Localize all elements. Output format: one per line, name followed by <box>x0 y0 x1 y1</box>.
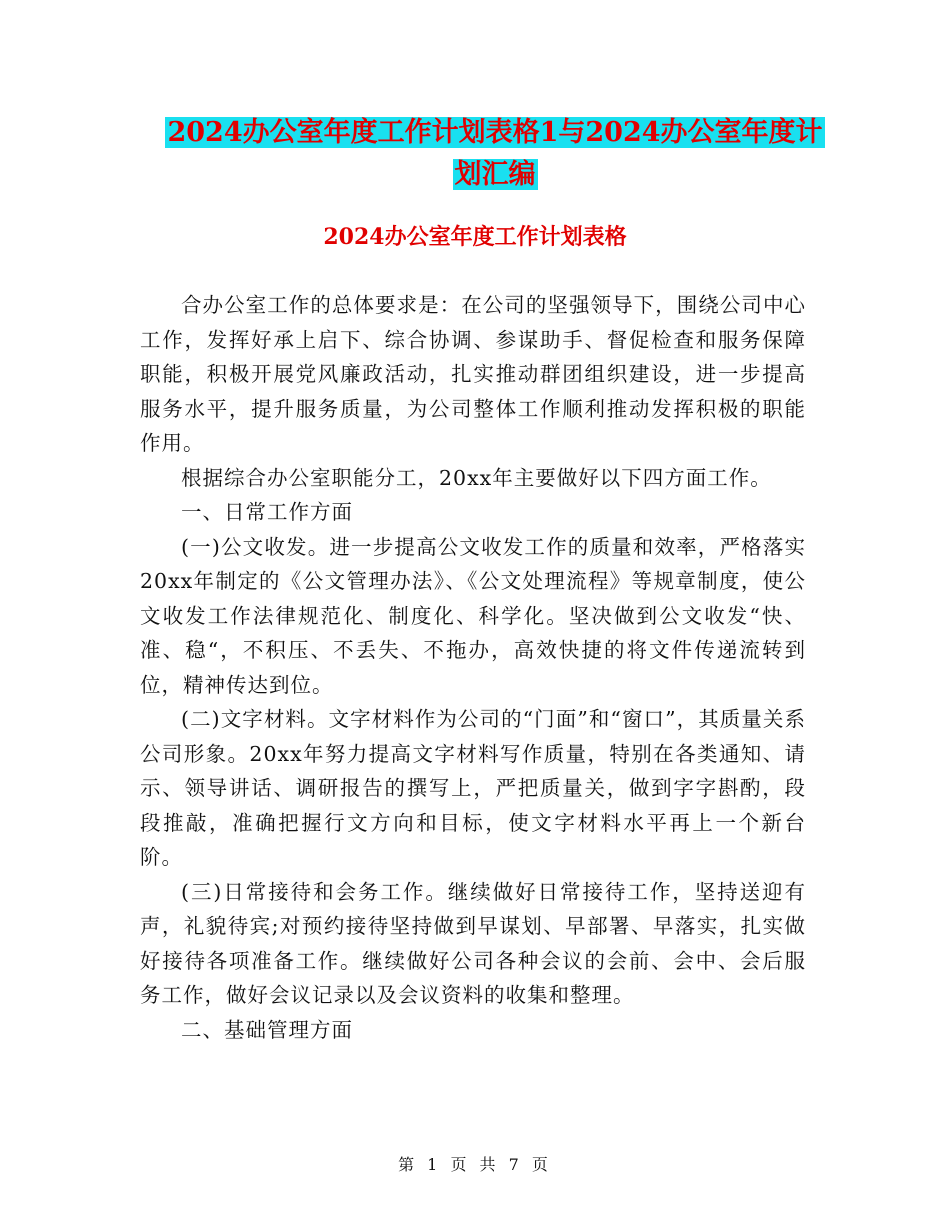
paragraph-document-handling: (一)公文收发。进一步提高公文收发工作的质量和效率，严格落实20xx年制定的《公文管理办法》、《公文处理流程》等规章制度，使公文收发工作法律规范化、制度化、科学化。坚决做到公文收发“快、准、稳“，不积压、不丢失、不拖办，高效快捷的将文件传递流转到位，精神传达到位。 <box>140 534 806 697</box>
document-title-text-2: 划汇编 <box>454 159 536 190</box>
document-body <box>140 288 806 1047</box>
paragraph-intro: 根据综合办公室职能分工，20xx年主要做好以下四方面工作。 <box>181 465 772 490</box>
document-title-text-1: 2024办公室年度工作计划表格1与2024办公室年度计 <box>167 117 823 148</box>
paragraph-written-materials: (二)文字材料。文字材料作为公司的“门面”和“窗口”，其质量关系公司形象。20xx年努力提高文字材料写作质量，特别在各类通知、请示、领导讲话、调研报告的撰写上，严把质量关，做到字字斟酌，段段推敲，准确把握行文方向和目标，使文字材料水平再上一个新台阶。 <box>140 707 806 869</box>
document-title-line-2 <box>140 150 850 200</box>
section-heading: 2024办公室年度工作计划表格 <box>323 224 627 250</box>
heading-basic-management: 二、基础管理方面 <box>181 1017 353 1042</box>
paragraph-overview: 合办公室工作的总体要求是：在公司的坚强领导下，围绕公司中心工作，发挥好承上启下、综合协调、参谋助手、督促检查和服务保障职能，积极开展党风廉政活动，扎实推动群团组织建设，进一步提高服务水平，提升服务质量，为公司整体工作顺利推动发挥积极的职能作用。 <box>140 293 806 455</box>
page-footer: 第 1 页 共 7 页 <box>398 1155 552 1174</box>
paragraph-reception-meetings: (三)日常接待和会务工作。继续做好日常接待工作，坚持送迎有声，礼貌待宾;对预约接待坚持做到早谋划、早部署、早落实，扎实做好接待各项准备工作。继续做好公司各种会议的会前、会中、会后服务工作，做好会议记录以及会议资料的收集和整理。 <box>140 879 806 1007</box>
heading-daily-work: 一、日常工作方面 <box>181 500 353 524</box>
